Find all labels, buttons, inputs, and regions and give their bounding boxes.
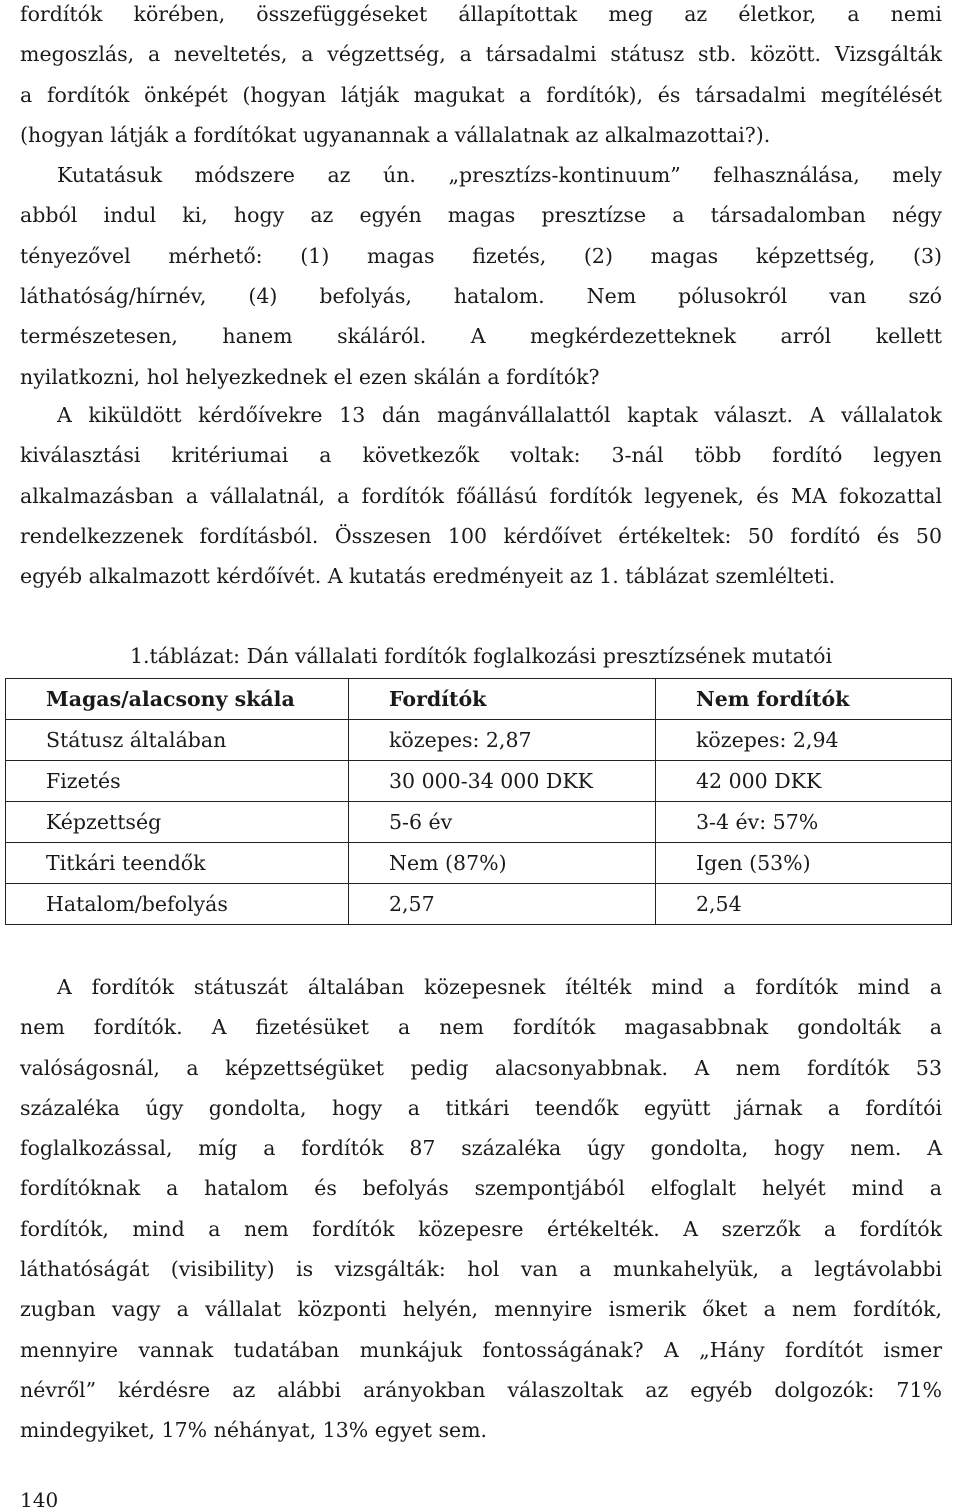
text-line: abból indul ki, hogy az egyén magas presztízse a társadalomban négy [20,203,942,228]
text-line: természetesen, hanem skáláról. A megkérdezetteknek arról kellett [20,324,942,349]
table-cell: Titkári teendők [6,843,349,884]
table-cell: Igen (53%) [656,843,952,884]
table-cell: Fizetés [6,761,349,802]
text-line: százaléka úgy gondolta, hogy a titkári teendők együtt járnak a fordítói [20,1095,942,1120]
text-line: láthatóságát (visibility) is vizsgálták: hol van a munkahelyük, a legtávolabbi [20,1257,942,1282]
text-line: nyilatkozni, hol helyezkednek el ezen skálán a fordítók? [20,364,600,389]
text-line: a fordítók önképét (hogyan látják magukat a fordítók), és társadalmi megítélését [20,82,942,107]
table-row [6,884,952,925]
table-cell: 42 000 DKK [656,761,952,802]
text-line: láthatóság/hírnév, (4) befolyás, hatalom. Nem pólusokról van szó [20,284,942,309]
text-line: fordítók körében, összefüggéseket állapítottak meg az életkor, a nemi [20,2,942,26]
table-caption: 1.táblázat: Dán vállalati fordítók foglalkozási presztízsének mutatói [129,644,833,668]
table-cell: Hatalom/befolyás [6,884,349,925]
header-cell: Magas/alacsony skála [6,679,349,720]
text-line: mennyire vannak tudatában munkájuk fontosságának? A „Hány fordítót ismer [20,1337,942,1362]
header-cell: Fordítók [349,679,656,720]
table-cell: 30 000-34 000 DKK [349,761,656,802]
text-line: kiválasztási kritériumai a következők voltak: 3-nál több fordító legyen [20,443,942,468]
text-line: A fordítók státuszát általában közepesnek ítélték mind a fordítók mind a [57,975,942,999]
table-cell: közepes: 2,87 [349,720,656,761]
text-line: névről” kérdésre az alábbi arányokban válaszoltak az egyéb dolgozók: 71% [20,1377,942,1402]
text-line: rendelkezzenek fordításból. Összesen 100 kérdőívet értékeltek: 50 fordító és 50 [20,523,942,548]
table-header-row [6,679,952,720]
text-line: valóságosnál, a képzettségüket pedig alacsonyabbnak. A nem fordítók 53 [20,1055,942,1080]
table-cell: 5-6 év [349,802,656,843]
text-line: egyéb alkalmazott kérdőívét. A kutatás eredményeit az 1. táblázat szemlélteti. [20,564,836,589]
text-line: A kiküldött kérdőívekre 13 dán magánvállalattól kaptak választ. A vállalatok [57,403,942,427]
text-line: nem fordítók. A fizetésüket a nem fordítók magasabbnak gondolták a [20,1015,942,1040]
table-cell: közepes: 2,94 [656,720,952,761]
text-line: mindegyiket, 17% néhányat, 13% egyet sem. [20,1418,488,1443]
text-line: megoszlás, a neveltetés, a végzettség, a társadalmi státusz stb. között. Vizsgálták [20,42,942,67]
table-cell: Nem (87%) [349,843,656,884]
paragraph-results [20,967,942,1451]
table-row [6,761,952,802]
table-cell: 2,57 [349,884,656,925]
text-line: alkalmazásban a vállalatnál, a fordítók főállású fordítók legyenek, és MA fokozattal [20,483,942,508]
page-number: 140 [20,1488,59,1512]
text-line: tényezővel mérhető: (1) magas fizetés, (2) magas képzettség, (3) [20,243,942,268]
text-line: (hogyan látják a fordítókat ugyanannak a vállalatnak az alkalmazottai?). [20,122,771,147]
text-line: fordítók, mind a nem fordítók közepesre értékelték. A szerzők a fordítók [20,1216,942,1241]
header-cell: Nem fordítók [656,679,952,720]
text-line: zugban vagy a vállalat központi helyén, mennyire ismerik őket a nem fordítók, [20,1297,942,1322]
table-row [6,843,952,884]
table-cell: 3-4 év: 57% [656,802,952,843]
text-line: Kutatásuk módszere az ún. „presztízs-kontinuum” felhasználása, mely [57,163,942,188]
table-cell: Képzettség [6,802,349,843]
table-row [6,802,952,843]
paragraph-method [20,395,942,596]
table-cell: 2,54 [656,884,952,925]
text-line: fordítóknak a hatalom és befolyás szempontjából elfoglalt helyét mind a [20,1176,942,1201]
paragraph-intro [20,0,942,397]
text-line: foglalkozással, míg a fordítók 87 százaléka úgy gondolta, hogy nem. A [20,1136,942,1161]
prestige-table [5,678,952,925]
table-row [6,720,952,761]
table-cell: Státusz általában [6,720,349,761]
